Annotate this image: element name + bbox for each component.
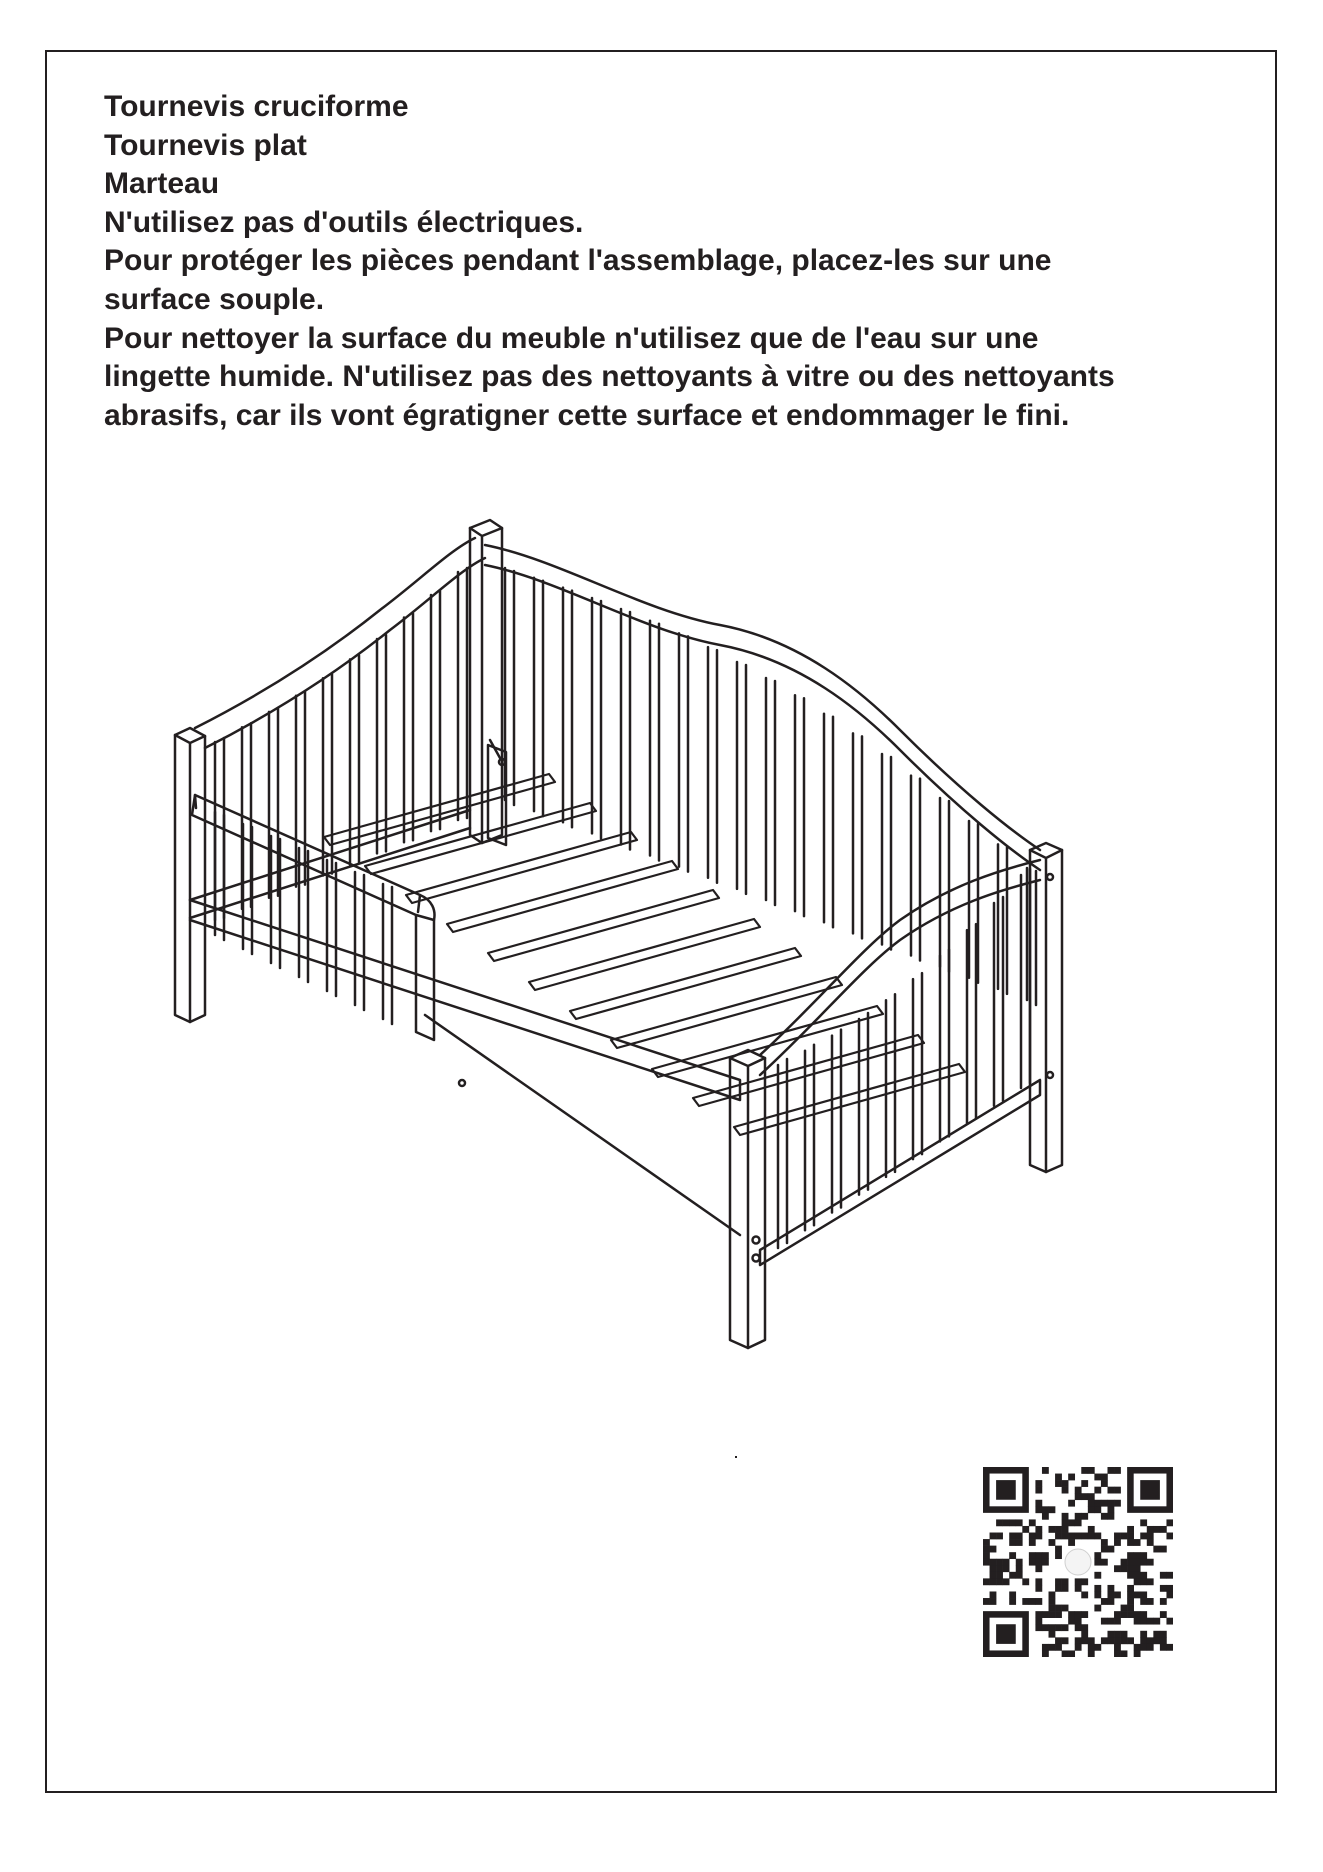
- protect-parts-line-2: surface souple.: [104, 282, 325, 316]
- back-spindle: [650, 621, 659, 861]
- slat: [365, 803, 596, 874]
- slat: [447, 861, 678, 932]
- back-side-panel: [485, 545, 1040, 1005]
- head-spindle: [350, 655, 359, 864]
- foot-spindle: [940, 950, 949, 1142]
- tool-phillips-screwdriver: Tournevis cruciforme: [104, 90, 409, 123]
- back-spindle: [882, 754, 891, 949]
- foot-spindle: [913, 973, 922, 1159]
- back-spindle: [795, 695, 804, 916]
- back-spindle: [940, 798, 949, 972]
- slat: [734, 1064, 965, 1135]
- head-spindle: [296, 692, 305, 887]
- warning-no-power-tools: N'utilisez pas d'outils électriques.: [104, 205, 584, 239]
- back-spindle: [621, 609, 630, 849]
- foot-spindle: [1021, 869, 1030, 1088]
- slat: [611, 977, 842, 1048]
- slat: [488, 890, 719, 961]
- qr-code-icon: [983, 1467, 1173, 1657]
- head-spindle: [431, 591, 440, 831]
- foot-spindle: [886, 994, 895, 1177]
- tool-hammer: Marteau: [104, 167, 220, 201]
- foot-spindle: [859, 1013, 868, 1195]
- tool-flat-screwdriver: Tournevis plat: [104, 128, 307, 162]
- foot-spindles: [778, 869, 1030, 1248]
- safety-guard-rail: [192, 795, 434, 1040]
- guard-spindle: [299, 848, 308, 982]
- slat: [529, 919, 760, 990]
- foot-spindle: [778, 1059, 787, 1248]
- head-end-panel: [195, 520, 502, 920]
- stray-dot: [735, 1456, 737, 1458]
- head-spindle: [458, 568, 467, 820]
- toddler-bed-drawing-icon: [150, 505, 1070, 1365]
- back-spindle: [679, 633, 688, 871]
- back-spindle: [766, 678, 775, 905]
- back-spindle: [853, 733, 862, 938]
- front-right-post: [730, 1050, 765, 1348]
- back-spindle: [737, 662, 746, 894]
- slat: [570, 948, 801, 1019]
- back-spindle: [563, 588, 572, 828]
- back-spindle: [824, 714, 833, 927]
- back-spindle: [592, 598, 601, 838]
- tool-instructions: [104, 88, 1254, 435]
- back-spindle: [1027, 868, 1036, 1005]
- guard-spindle: [355, 872, 364, 1010]
- back-spindle: [708, 647, 717, 883]
- cleaning-line-2: lingette humide. N'utilisez pas des nettoyants à vitre ou des nettoyants: [104, 360, 1115, 394]
- slat: [406, 832, 637, 903]
- head-spindle: [404, 613, 413, 842]
- foot-spindle: [805, 1045, 814, 1230]
- back-spindles: [505, 568, 1036, 1005]
- cleaning-line-1: Pour nettoyer la surface du meuble n'utilisez que de l'eau sur une: [104, 321, 1039, 355]
- guard-spindle: [327, 860, 336, 996]
- back-spindle: [534, 578, 543, 816]
- protect-parts-line-1: Pour protéger les pièces pendant l'assemblage, placez-les sur une: [104, 244, 1052, 278]
- cleaning-line-3: abrasifs, car ils vont égratigner cette surface et endommager le fini.: [104, 398, 1070, 432]
- guard-spindle: [215, 812, 224, 940]
